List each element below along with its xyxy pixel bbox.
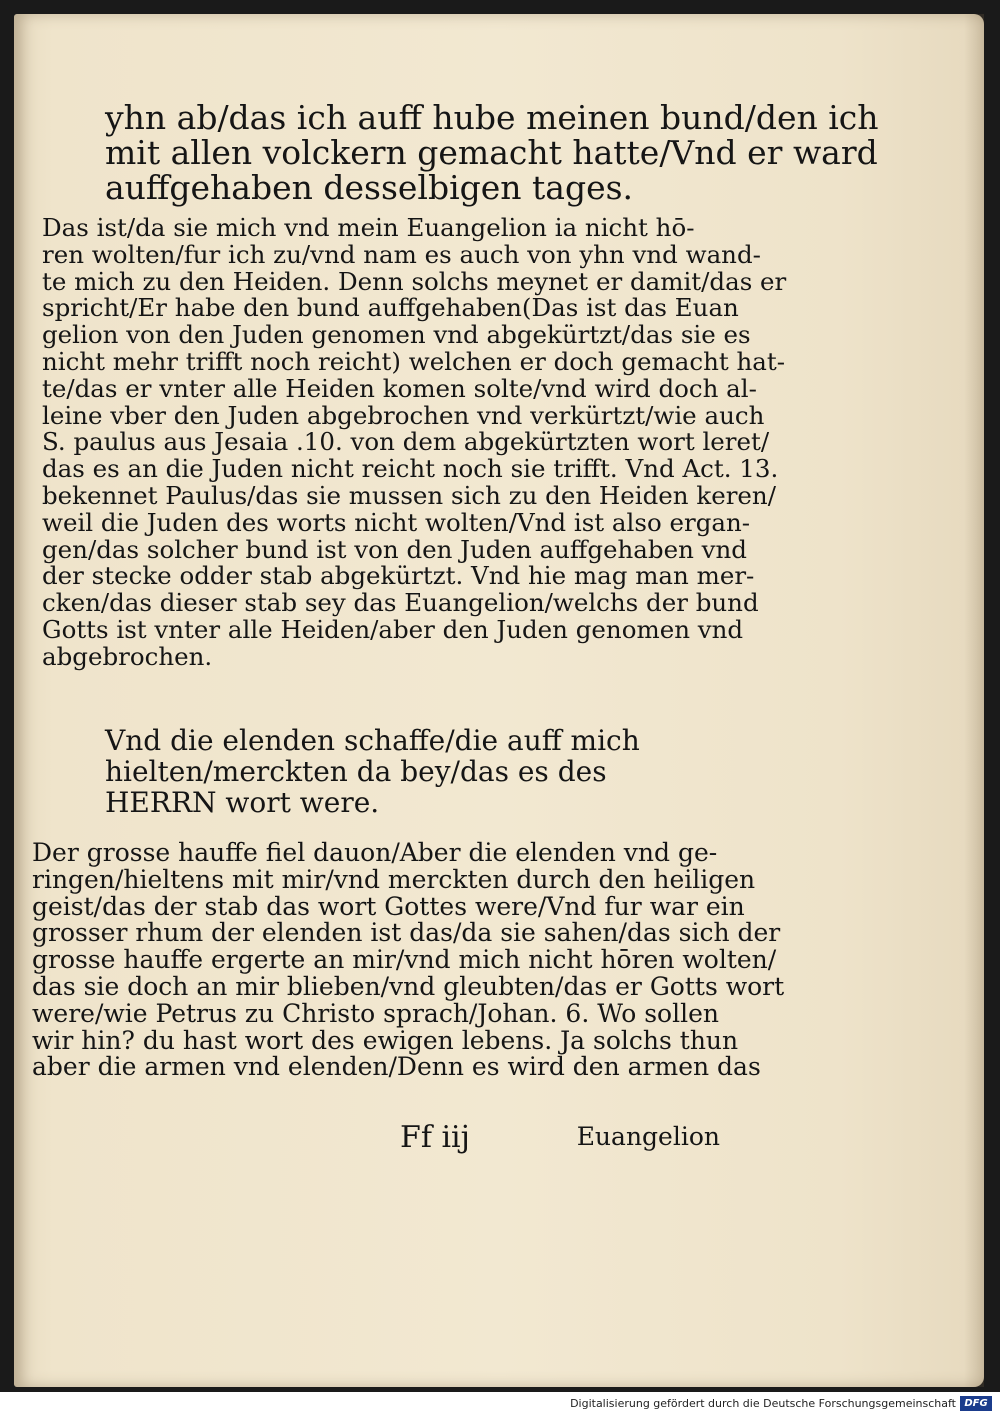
catchword: Euangelion: [576, 1122, 720, 1151]
verse-line: Vnd die elenden schaffe/die auff mich: [105, 724, 640, 757]
commentary-line: nicht mehr trifft noch reicht) welchen er doch gemacht hat-: [42, 346, 786, 376]
funding-notice: Digitalisierung gefördert durch die Deutsche Forschungsgemeinschaft: [570, 1397, 956, 1410]
verse-line: mit allen volckern gemacht hatte/Vnd er ward: [105, 133, 878, 172]
verse-line: HERRN wort were.: [105, 786, 380, 819]
commentary-line: Gotts ist vnter alle Heiden/aber den Juden genomen vnd: [42, 614, 744, 644]
commentary-line: wir hin? du hast wort des ewigen lebens. Ja solchs thun: [32, 1025, 739, 1055]
commentary-line: leine vber den Juden abgebrochen vnd verkürtzt/wie auch: [42, 400, 765, 430]
commentary-line: abgebrochen.: [42, 641, 213, 671]
verse-block-1: [105, 98, 879, 207]
commentary-block-1: [42, 213, 787, 671]
verse-line: hielten/merckten da bey/das es des: [105, 755, 607, 788]
commentary-line: ringen/hieltens mit mir/vnd merckten durch den heiligen: [32, 864, 756, 894]
footer-bar: [0, 1392, 1000, 1417]
commentary-line: bekennet Paulus/das sie mussen sich zu den Heiden keren/: [42, 480, 776, 510]
commentary-block-2: [32, 838, 785, 1082]
commentary-line: aber die armen vnd elenden/Denn es wird den armen das: [32, 1052, 761, 1082]
commentary-line: grosse hauffe ergerte an mir/vnd mich nicht hōren wolten/: [32, 945, 777, 975]
page-edge-shadow: [964, 14, 984, 1387]
commentary-line: gen/das solcher bund ist von den Juden auffgehaben vnd: [42, 534, 747, 564]
page-footer-line: [400, 1120, 720, 1155]
commentary-line: were/wie Petrus zu Christo sprach/Johan. 6. Wo sollen: [32, 998, 719, 1028]
commentary-line: ren wolten/fur ich zu/vnd nam es auch von yhn vnd wand-: [42, 239, 761, 269]
commentary-line: grosser rhum der elenden ist das/da sie sahen/das sich der: [32, 918, 781, 948]
commentary-line: Das ist/da sie mich vnd mein Euangelion ia nicht hō-: [42, 213, 695, 242]
commentary-line: das sie doch an mir blieben/vnd gleubten/das er Gotts wort: [32, 971, 785, 1001]
dfg-logo[interactable]: DFG: [960, 1396, 992, 1411]
commentary-line: te mich zu den Heiden. Denn solchs meynet er damit/das er: [42, 266, 787, 296]
commentary-line: gelion von den Juden genomen vnd abgekürtzt/das sie es: [42, 320, 751, 350]
commentary-line: geist/das der stab das wort Gottes were/Vnd fur war ein: [32, 891, 745, 921]
commentary-line: S. paulus aus Jesaia .10. von dem abgekürtzten wort leret/: [42, 427, 770, 457]
commentary-line: der stecke odder stab abgekürtzt. Vnd hie mag man mer-: [42, 561, 755, 591]
commentary-line: cken/das dieser stab sey das Euangelion/welchs der bund: [42, 588, 759, 618]
commentary-line: Der grosse hauffe fiel dauon/Aber die elenden vnd ge-: [32, 838, 718, 867]
signature-mark: Ff iij: [400, 1120, 470, 1155]
verse-block-2: [105, 725, 725, 818]
commentary-line: weil die Juden des worts nicht wolten/Vnd ist also ergan-: [42, 507, 751, 537]
commentary-line: te/das er vnter alle Heiden komen solte/vnd wird doch al-: [42, 373, 757, 403]
commentary-line: spricht/Er habe den bund auffgehaben(Das ist das Euan: [42, 293, 739, 323]
verse-line: auffgehaben desselbigen tages.: [105, 168, 634, 207]
verse-line: yhn ab/das ich auff hube meinen bund/den ich: [105, 98, 879, 137]
commentary-line: das es an die Juden nicht reicht noch sie trifft. Vnd Act. 13.: [42, 454, 779, 484]
